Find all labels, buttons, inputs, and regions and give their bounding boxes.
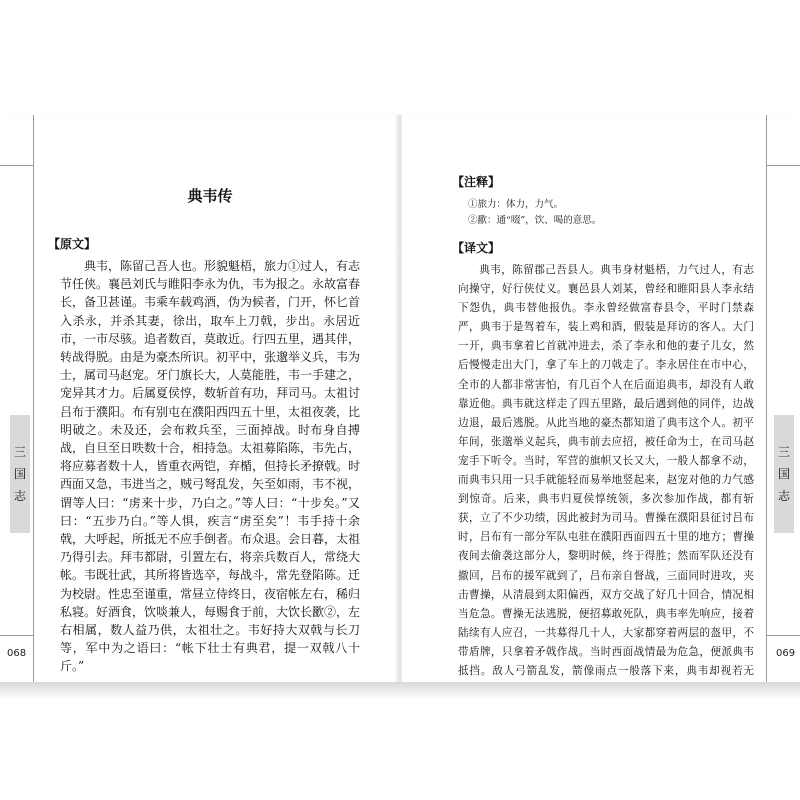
- left-top-rule: [0, 165, 33, 166]
- left-page: [0, 115, 398, 687]
- original-text-body: [60, 257, 360, 676]
- note-item: ②歠：通“啜”，饮、喝的意思。: [468, 215, 602, 226]
- page-number: 069: [776, 648, 796, 659]
- original-paragraph: 典韦，陈留己吾人也。形貌魁梧，旅力①过人，有志节任侠。襄邑刘氏与睢阳李永为仇，韦为报之。永故富春长，备卫甚谨。韦乘车载鸡酒，伪为候者，门开，怀匕首入杀永，并杀其妻，徐出，取车上刀戟，步出。永居近市，一市尽骇。追者数百，莫敢近。行四五里，遇其伴，转战得脱。由是为豪杰所识。初平中，张邈举义兵，韦为士，属司马赵宠。牙门旗长大，人莫能胜，韦一手建之，宠异其才力。后属夏侯惇，数斩首有功，拜司马。太祖讨吕布于濮阳。布有别屯在濮阳西四五十里，太祖夜袭，比明破之。未及还，会布救兵至，三面掉战。时布身自搏战，自旦至日昳数十合，相持急。太祖募陷陈，韦先占，将应募者数十人，皆重衣两铠，弃楯，但持长矛撩戟。时西面又急，韦进当之，贼弓弩乱发，矢至如雨，韦不视，谓等人曰：“虏来十步，乃白之。”等人曰：“十步矣。”又曰：“五步乃白。”等人惧，疾言“虏至矣”！韦手持十余戟，大呼起，所抵无不应手倒者。布众退。会日暮，太祖乃得引去。拜韦都尉，引置左右，将亲兵数百人，常绕大帐。韦既壮武，其所将皆选卒，每战斗，常先登陷陈。迁为校尉。性忠至谨重，常昼立侍终日，夜宿帐左右，稀归私寝。好酒食，饮啖兼人，每赐食于前，大饮长歠②，左右相属，数人益乃供，太祖壮之。韦好持大双戟与长刀等，军中为之语曰：“帐下壮士有典君，提一双戟八十斤。”: [60, 259, 361, 674]
- translation-heading: 【译文】: [452, 241, 501, 255]
- left-bottom-rule: [0, 635, 33, 636]
- original-text-heading: 【原文】: [48, 237, 97, 251]
- notes-heading: 【注释】: [452, 175, 501, 189]
- side-tab-char: 三: [13, 445, 26, 459]
- side-tab-char: 国: [13, 467, 26, 481]
- left-margin-rule: [33, 115, 34, 687]
- note-item: ①旅力：体力，力气。: [468, 199, 564, 210]
- chapter-title: 典韦传: [187, 187, 233, 205]
- side-tab-char: 志: [13, 489, 26, 503]
- notes-list: [468, 197, 601, 229]
- page-shadow: [0, 682, 800, 700]
- right-top-rule: [766, 165, 800, 166]
- right-bottom-rule: [766, 635, 800, 636]
- side-tab-book-title: [774, 415, 794, 533]
- side-tab-char: 志: [777, 489, 790, 503]
- side-tab-char: 国: [777, 467, 790, 481]
- side-tab-char: 三: [777, 445, 790, 459]
- right-page: [402, 115, 800, 687]
- book-spread: [0, 115, 800, 687]
- translation-paragraph: 典韦，陈留郡己吾县人。典韦身材魁梧，力气过人，有志向操守，好行侠仗义。襄邑县人刘某，曾经和睢阳县人李永结下怨仇，典韦替他报仇。李永曾经做富春县令，平时门禁森严，典韦于是驾着车，装上鸡和酒，假装是拜访的客人。大门一开，典韦拿着匕首就冲进去，杀了李永和他的妻子儿女，然后慢慢走出大门，拿了车上的刀戟走了。李永居住在市中心，全市的人都非常害怕，有几百个人在后面追典韦，却没有人敢靠近他。典韦就这样走了四五里路，最后遇到他的同伴，边战边退，最后逃脱。从此当地的豪杰都知道了典韦这个人。初平年间，张邈举义起兵，典韦前去应招，被任命为士，在司马赵宠手下听令。当时，军营的旗帜又长又大，一般人都拿不动，而典韦只用一只手就能轻而易举地竖起来，赵宠对他的力气感到惊奇。后来，典韦归夏侯惇统领，多次参加作战，都有斩获，立了不少功绩，因此被封为司马。曹操在濮阳县征讨吕布时，吕布有一部分军队屯驻在濮阳西面四五十里的地方；曹操夜间去偷袭这部分人，黎明时候，终于得胜；然而军队还没有撤回，吕布的援军就到了，吕布亲自督战，三面同时进攻，夹击曹操，从清晨到太阳偏西，双方交战了好几十回合，情况相当危急。曹操无法逃脱，便招募敢死队，典韦率先响应，接着陆续有人应召，一共募得几十人，大家都穿着两层的盔甲，不带盾牌，只拿着矛戟作战。当时西面战情最为危急，便派典韦抵挡。敌人弓箭乱发，箭像雨点一般落下来，典韦却视若无: [458, 264, 754, 677]
- translation-body: [458, 261, 754, 700]
- right-margin-rule: [766, 115, 767, 687]
- page-number: 068: [7, 648, 27, 659]
- side-tab-book-title: [10, 415, 30, 533]
